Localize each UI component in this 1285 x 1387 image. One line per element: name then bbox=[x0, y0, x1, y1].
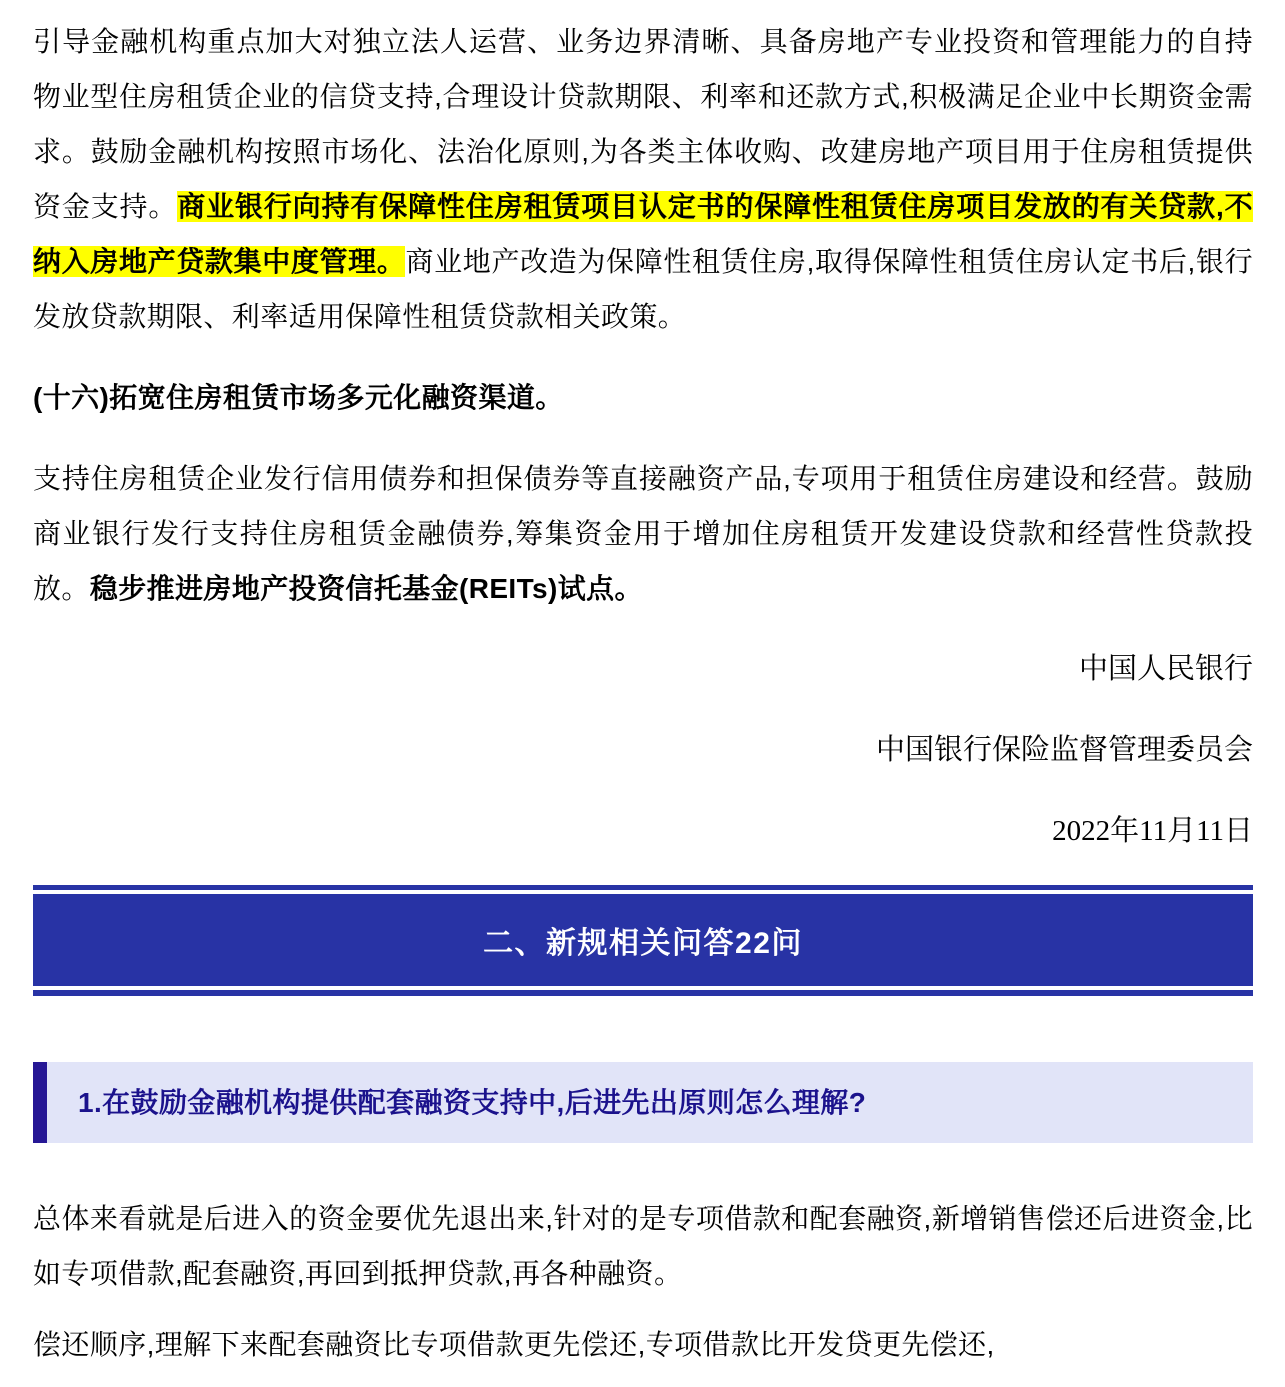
paragraph-1-highlighted-run: 商业银行向持有保障性住房租赁项目认定书的保障性租赁住房项目发放的有关贷款,不纳入房地产贷款集中度管理。 bbox=[33, 191, 1253, 277]
signature-date: 2022年11月11日 bbox=[1052, 815, 1253, 847]
section-two-banner-box bbox=[33, 894, 1253, 986]
paragraph-2-normal-run: 支持住房租赁企业发行信用债券和担保债券等直接融资产品,专项用于租赁住房建设和经营。鼓励商业银行发行支持住房租赁金融债券,筹集资金用于增加住房租赁开发建设贷款和经营性贷款投放。 bbox=[33, 463, 1253, 604]
policy-paragraph-2 bbox=[33, 451, 1253, 616]
question-1-header bbox=[33, 1062, 1253, 1143]
section-two-banner bbox=[33, 885, 1253, 996]
paragraph-2-bold-run: 稳步推进房地产投资信托基金(REITs)试点。 bbox=[89, 573, 643, 604]
answer-1-paragraph-2: 偿还顺序,理解下来配套融资比专项借款更先偿还,专项借款比开发贷更先偿还, bbox=[33, 1329, 995, 1360]
signature-pboc: 中国人民银行 bbox=[1078, 653, 1253, 685]
signature-cbirc: 中国银行保险监督管理委员会 bbox=[875, 734, 1253, 766]
paragraph-1-trailing-run: 商业地产改造为保障性租赁住房,取得保障性租赁住房认定书后,银行发放贷款期限、利率适用保障性租赁贷款相关政策。 bbox=[33, 246, 1254, 332]
question-1-title: 1.在鼓励金融机构提供配套融资支持中,后进先出原则怎么理解? bbox=[78, 1086, 867, 1118]
answer-1-paragraph-1: 总体来看就是后进入的资金要优先退出来,针对的是专项借款和配套融资,新增销售偿还后进资金,比如专项借款,配套融资,再回到抵押贷款,再各种融资。 bbox=[33, 1203, 1253, 1289]
paragraph-1-normal-run: 引导金融机构重点加大对独立法人运营、业务边界清晰、具备房地产专业投资和管理能力的自持物业型住房租赁企业的信贷支持,合理设计贷款期限、利率和还款方式,积极满足企业中长期资金需求。鼓励金融机构按照市场化、法治化原则,为各类主体收购、改建房地产项目用于住房租赁提供资金支持。 bbox=[33, 26, 1253, 222]
section-two-banner-title: 二、新规相关问答22问 bbox=[483, 927, 803, 960]
section-heading-16: (十六)拓宽住房租赁市场多元化融资渠道。 bbox=[33, 382, 564, 413]
question-accent-bar bbox=[33, 1062, 47, 1143]
policy-paragraph-1 bbox=[33, 14, 1253, 344]
